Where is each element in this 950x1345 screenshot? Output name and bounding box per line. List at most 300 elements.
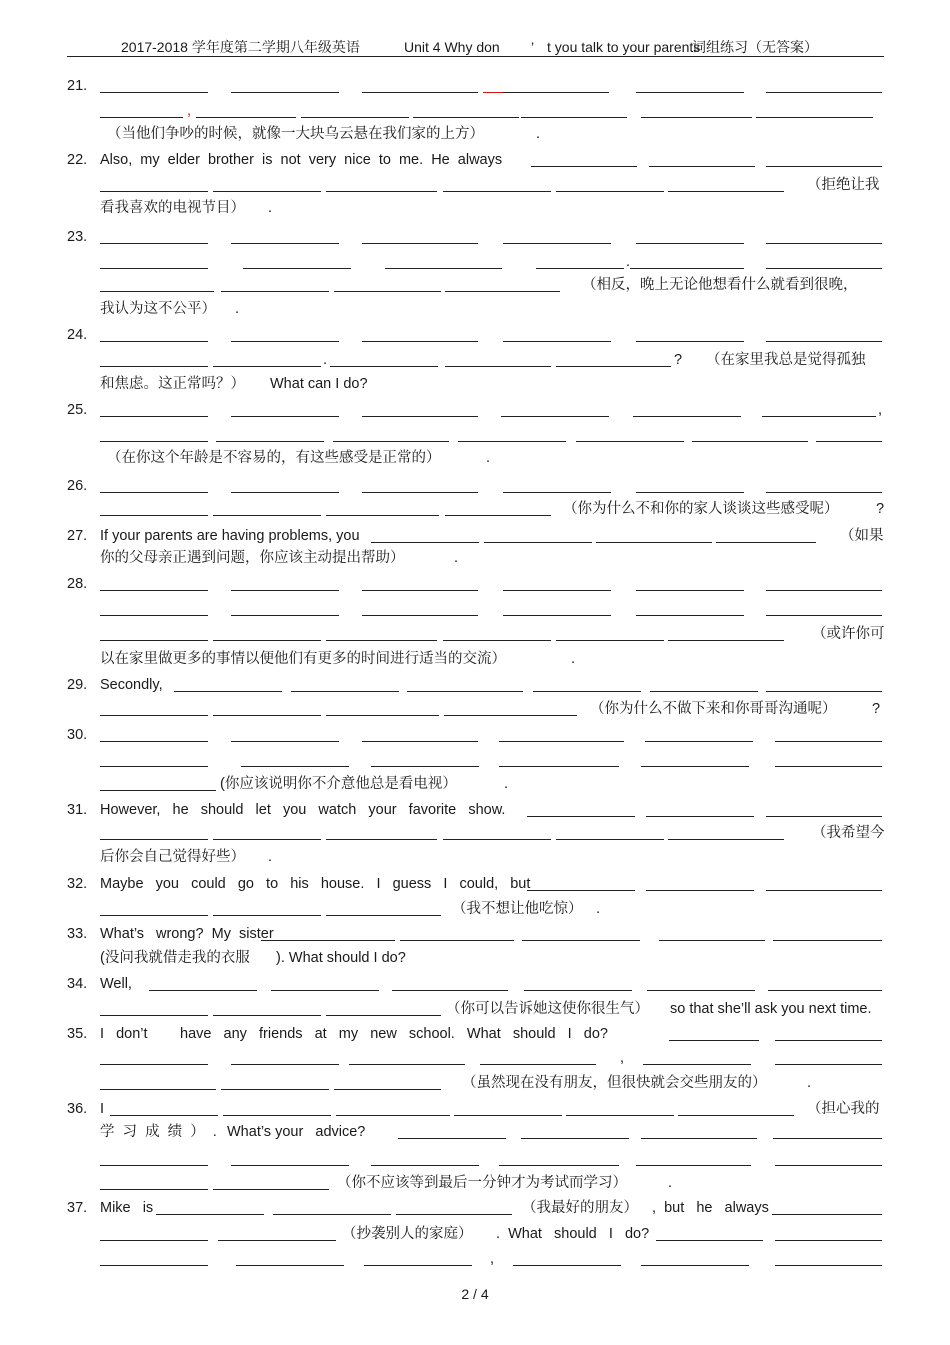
answer-blank[interactable] xyxy=(156,1214,264,1215)
answer-blank[interactable] xyxy=(398,1138,506,1139)
answer-blank[interactable] xyxy=(630,268,744,269)
answer-blank[interactable] xyxy=(213,915,321,916)
question-35-line-3 xyxy=(0,1073,950,1097)
answer-blank[interactable] xyxy=(371,1165,479,1166)
answer-blank[interactable] xyxy=(271,990,379,991)
answer-blank[interactable] xyxy=(231,341,339,342)
answer-blank[interactable] xyxy=(636,243,744,244)
question-text: However, he should let you watch your favorite show. xyxy=(100,802,506,818)
question-number: 37. xyxy=(67,1200,88,1216)
answer-blank[interactable] xyxy=(261,940,395,941)
answer-blank[interactable] xyxy=(636,1165,751,1166)
answer-blank[interactable] xyxy=(100,268,208,269)
header-subtitle: 词组练习（无答案） xyxy=(692,39,818,55)
answer-blank[interactable] xyxy=(766,691,882,692)
question-number: 25. xyxy=(67,402,88,418)
page-number: 2 / 4 xyxy=(461,1286,489,1302)
question-text: （抄袭别人的家庭） xyxy=(342,1226,473,1242)
answer-blank[interactable] xyxy=(766,243,882,244)
question-text: 以在家里做更多的事情以便他们有更多的时间进行适当的交流） xyxy=(100,651,506,667)
question-36-line-1 xyxy=(0,1099,950,1123)
question-23-line-3 xyxy=(0,275,950,299)
answer-blank[interactable] xyxy=(100,615,208,616)
answer-blank[interactable] xyxy=(100,416,208,417)
answer-blank[interactable] xyxy=(362,492,478,493)
answer-blank[interactable] xyxy=(100,492,208,493)
question-text: （虽然现在没有朋友，但很快就会交些朋友的） xyxy=(462,1075,767,1091)
answer-blank[interactable] xyxy=(223,1115,331,1116)
answer-blank[interactable] xyxy=(213,1189,329,1190)
question-text: , xyxy=(620,1050,625,1066)
answer-blank[interactable] xyxy=(501,92,609,93)
answer-blank[interactable] xyxy=(241,766,349,767)
question-text: （担心我的 xyxy=(807,1101,880,1117)
question-text: 学 习 成 绩 ） . xyxy=(100,1124,217,1140)
question-22-line-2 xyxy=(0,175,950,199)
question-23-line-4 xyxy=(0,299,950,323)
question-text: （你不应该等到最后一分钟才为考试而学习） xyxy=(337,1175,627,1191)
question-text: （你为什么不做下来和你哥哥沟通呢） xyxy=(590,701,837,717)
answer-blank[interactable] xyxy=(100,715,208,716)
question-24-line-2 xyxy=(0,350,950,374)
answer-blank[interactable] xyxy=(775,1240,882,1241)
question-text: What can I do? xyxy=(270,376,368,392)
answer-blank[interactable] xyxy=(100,790,216,791)
answer-blank[interactable] xyxy=(641,1138,757,1139)
question-25-line-1 xyxy=(0,400,950,424)
answer-blank[interactable] xyxy=(100,191,208,192)
answer-blank[interactable] xyxy=(445,291,560,292)
question-21-line-2 xyxy=(0,101,950,125)
question-text: . xyxy=(504,776,509,792)
answer-blank[interactable] xyxy=(454,1115,562,1116)
answer-blank[interactable] xyxy=(775,1165,882,1166)
question-25-line-3 xyxy=(0,448,950,472)
question-36-line-4 xyxy=(0,1173,950,1197)
answer-blank[interactable] xyxy=(326,715,439,716)
answer-blank[interactable] xyxy=(649,166,755,167)
answer-blank[interactable] xyxy=(413,117,519,118)
question-text: （在你这个年龄是不容易的，有这些感受是正常的） xyxy=(107,450,441,466)
question-28-line-2 xyxy=(0,599,950,623)
answer-blank-marked[interactable] xyxy=(483,92,503,93)
question-34-line-1 xyxy=(0,974,950,998)
question-text: . What should I do? xyxy=(496,1226,650,1242)
answer-blank[interactable] xyxy=(480,1064,596,1065)
answer-blank[interactable] xyxy=(503,341,611,342)
answer-blank[interactable] xyxy=(766,166,882,167)
answer-blank[interactable] xyxy=(213,715,321,716)
answer-blank[interactable] xyxy=(100,1189,208,1190)
answer-blank[interactable] xyxy=(499,1165,619,1166)
answer-blank[interactable] xyxy=(100,1015,208,1016)
question-number: 22. xyxy=(67,152,88,168)
question-text: Also, my elder brother is not very nice to me. He always xyxy=(100,152,503,168)
question-text: . xyxy=(668,1175,673,1191)
answer-blank[interactable] xyxy=(362,92,478,93)
question-text: Well, xyxy=(100,976,132,992)
question-text: （当他们争吵的时候，就像一大块乌云悬在我们家的上方） xyxy=(107,126,484,142)
question-number: 29. xyxy=(67,677,88,693)
answer-blank[interactable] xyxy=(576,441,684,442)
answer-blank[interactable] xyxy=(100,341,208,342)
answer-blank[interactable] xyxy=(100,515,208,516)
answer-blank[interactable] xyxy=(773,1138,882,1139)
answer-blank[interactable] xyxy=(326,515,439,516)
question-text: 你的父母亲正遇到问题，你应该主动提出帮助） xyxy=(100,550,405,566)
question-36-line-3 xyxy=(0,1149,950,1173)
question-26-line-1 xyxy=(0,476,950,500)
question-text: 后你会自己觉得好些） xyxy=(100,849,245,865)
answer-blank[interactable] xyxy=(756,117,873,118)
answer-blank[interactable] xyxy=(650,691,758,692)
answer-blank[interactable] xyxy=(231,615,339,616)
question-text: （或许你可 xyxy=(812,626,885,642)
answer-blank[interactable] xyxy=(766,268,882,269)
question-text: , xyxy=(187,103,192,119)
answer-blank[interactable] xyxy=(521,1138,629,1139)
answer-blank[interactable] xyxy=(231,1064,339,1065)
answer-blank[interactable] xyxy=(668,640,784,641)
question-text: ). What should I do? xyxy=(276,950,406,966)
answer-blank[interactable] xyxy=(643,1064,751,1065)
question-text: If your parents are having problems, you xyxy=(100,528,360,544)
answer-blank[interactable] xyxy=(231,492,339,493)
header-apostrophe: ’ xyxy=(531,39,535,55)
answer-blank[interactable] xyxy=(636,492,744,493)
answer-blank[interactable] xyxy=(641,117,752,118)
answer-blank[interactable] xyxy=(556,839,664,840)
question-number: 35. xyxy=(67,1026,88,1042)
answer-blank[interactable] xyxy=(775,1064,882,1065)
answer-blank[interactable] xyxy=(334,291,441,292)
answer-blank[interactable] xyxy=(656,1240,763,1241)
answer-blank[interactable] xyxy=(444,715,577,716)
answer-blank[interactable] xyxy=(766,492,882,493)
answer-blank[interactable] xyxy=(527,890,635,891)
question-text: Maybe you could go to his house. I guess I could, but xyxy=(100,876,531,892)
answer-blank[interactable] xyxy=(231,741,339,742)
answer-blank[interactable] xyxy=(231,1165,349,1166)
answer-blank[interactable] xyxy=(556,366,671,367)
answer-blank[interactable] xyxy=(503,615,611,616)
answer-blank[interactable] xyxy=(221,1089,329,1090)
answer-blank[interactable] xyxy=(527,816,635,817)
question-29-line-2 xyxy=(0,699,950,723)
answer-blank[interactable] xyxy=(445,515,551,516)
answer-blank[interactable] xyxy=(499,766,619,767)
answer-blank[interactable] xyxy=(533,691,641,692)
answer-blank[interactable] xyxy=(216,441,324,442)
question-text: （相反，晚上无论他想看什么就看到很晚， xyxy=(582,277,858,293)
question-text: （你可以告诉她这使你很生气） xyxy=(446,1001,649,1017)
question-23-line-2 xyxy=(0,252,950,276)
answer-blank[interactable] xyxy=(647,990,755,991)
answer-blank[interactable] xyxy=(443,640,551,641)
answer-blank[interactable] xyxy=(100,590,208,591)
answer-blank[interactable] xyxy=(326,1015,441,1016)
answer-blank[interactable] xyxy=(531,166,637,167)
answer-blank[interactable] xyxy=(100,441,208,442)
answer-blank[interactable] xyxy=(768,990,882,991)
answer-blank[interactable] xyxy=(503,243,611,244)
question-24-line-1 xyxy=(0,325,950,349)
answer-blank[interactable] xyxy=(513,1265,621,1266)
question-number: 36. xyxy=(67,1101,88,1117)
answer-blank[interactable] xyxy=(291,691,399,692)
answer-blank[interactable] xyxy=(407,691,523,692)
question-32-line-2 xyxy=(0,899,950,923)
answer-blank[interactable] xyxy=(762,416,876,417)
question-number: 21. xyxy=(67,78,88,94)
question-text: I don’t xyxy=(100,1026,148,1042)
answer-blank[interactable] xyxy=(231,243,339,244)
answer-blank[interactable] xyxy=(566,1115,674,1116)
question-text: . xyxy=(571,651,576,667)
answer-blank[interactable] xyxy=(641,766,749,767)
answer-blank[interactable] xyxy=(362,341,478,342)
answer-blank[interactable] xyxy=(362,590,478,591)
answer-blank[interactable] xyxy=(499,741,624,742)
answer-blank[interactable] xyxy=(100,766,208,767)
answer-blank[interactable] xyxy=(641,1265,749,1266)
answer-blank[interactable] xyxy=(213,640,321,641)
answer-blank[interactable] xyxy=(773,940,882,941)
question-number: 27. xyxy=(67,528,88,544)
answer-blank[interactable] xyxy=(364,1265,472,1266)
question-31-line-1 xyxy=(0,800,950,824)
answer-blank[interactable] xyxy=(645,741,753,742)
answer-blank[interactable] xyxy=(243,268,351,269)
answer-blank[interactable] xyxy=(400,940,514,941)
question-text: I xyxy=(100,1101,105,1117)
header-title: 2017-2018 学年度第二学期八年级英语 xyxy=(121,39,360,55)
answer-blank[interactable] xyxy=(556,191,664,192)
question-text: 看我喜欢的电视节目） xyxy=(100,200,245,216)
question-number: 33. xyxy=(67,926,88,942)
answer-blank[interactable] xyxy=(484,542,592,543)
question-21-line-3 xyxy=(0,124,950,148)
answer-blank[interactable] xyxy=(100,741,208,742)
answer-blank[interactable] xyxy=(636,615,744,616)
answer-blank[interactable] xyxy=(371,542,479,543)
answer-blank[interactable] xyxy=(766,615,882,616)
question-text: ? xyxy=(876,501,885,517)
answer-blank[interactable] xyxy=(772,1214,882,1215)
question-text: (你应该说明你不介意他总是看电视） xyxy=(220,776,457,792)
answer-blank[interactable] xyxy=(766,890,882,891)
answer-blank[interactable] xyxy=(503,590,611,591)
answer-blank[interactable] xyxy=(521,117,627,118)
answer-blank[interactable] xyxy=(646,890,754,891)
question-33-line-2 xyxy=(0,948,950,972)
question-24-line-3 xyxy=(0,374,950,398)
answer-blank[interactable] xyxy=(503,492,611,493)
question-text: . xyxy=(323,352,328,368)
answer-blank[interactable] xyxy=(443,839,551,840)
question-text: . xyxy=(626,254,631,270)
answer-blank[interactable] xyxy=(100,839,208,840)
answer-blank[interactable] xyxy=(396,1214,512,1215)
answer-blank[interactable] xyxy=(330,366,438,367)
answer-blank[interactable] xyxy=(349,1064,465,1065)
question-text: , but he always xyxy=(652,1200,769,1216)
answer-blank[interactable] xyxy=(596,542,712,543)
answer-blank[interactable] xyxy=(775,766,882,767)
question-text: wrong? My sister xyxy=(156,926,274,942)
header-rule xyxy=(67,56,884,57)
question-text: . xyxy=(235,301,240,317)
answer-blank[interactable] xyxy=(213,515,321,516)
answer-blank[interactable] xyxy=(659,940,765,941)
answer-blank[interactable] xyxy=(678,1115,794,1116)
answer-blank[interactable] xyxy=(668,839,784,840)
answer-blank[interactable] xyxy=(100,1240,208,1241)
answer-blank[interactable] xyxy=(334,1089,441,1090)
question-text: so that she’ll ask you next time. xyxy=(670,1001,872,1017)
answer-blank[interactable] xyxy=(362,615,478,616)
question-text: , xyxy=(490,1251,495,1267)
answer-blank[interactable] xyxy=(636,341,744,342)
question-text: have any friends at my new school. What should I do? xyxy=(180,1026,608,1042)
question-37-line-1 xyxy=(0,1198,950,1222)
answer-blank[interactable] xyxy=(100,291,214,292)
answer-blank[interactable] xyxy=(458,441,566,442)
question-text: （在家里我总是觉得孤独 xyxy=(706,352,866,368)
answer-blank[interactable] xyxy=(218,1240,336,1241)
answer-blank[interactable] xyxy=(100,640,208,641)
answer-blank[interactable] xyxy=(100,1265,208,1266)
answer-blank[interactable] xyxy=(100,243,208,244)
answer-blank[interactable] xyxy=(669,1040,759,1041)
answer-blank[interactable] xyxy=(326,915,441,916)
answer-blank[interactable] xyxy=(524,990,632,991)
answer-blank[interactable] xyxy=(443,191,551,192)
question-text: . xyxy=(536,126,541,142)
answer-blank[interactable] xyxy=(816,441,882,442)
answer-blank[interactable] xyxy=(100,117,183,118)
question-text: （我希望今 xyxy=(812,825,885,841)
question-37-line-2 xyxy=(0,1224,950,1248)
answer-blank[interactable] xyxy=(362,416,478,417)
question-27-line-2 xyxy=(0,548,950,572)
answer-blank[interactable] xyxy=(196,117,296,118)
header-unit-rest: t you talk to your parents xyxy=(547,39,701,55)
answer-blank[interactable] xyxy=(385,268,502,269)
answer-blank[interactable] xyxy=(213,191,321,192)
answer-blank[interactable] xyxy=(556,640,664,641)
question-26-line-2 xyxy=(0,499,950,523)
answer-blank[interactable] xyxy=(326,191,437,192)
question-text: . xyxy=(596,901,601,917)
answer-blank[interactable] xyxy=(100,915,208,916)
answer-blank[interactable] xyxy=(213,1015,321,1016)
question-number: 23. xyxy=(67,229,88,245)
question-32-line-1 xyxy=(0,874,950,898)
answer-blank[interactable] xyxy=(362,243,478,244)
answer-blank[interactable] xyxy=(149,990,257,991)
question-number: 32. xyxy=(67,876,88,892)
answer-blank[interactable] xyxy=(775,1265,882,1266)
question-text: What’s your advice? xyxy=(227,1124,366,1140)
answer-blank[interactable] xyxy=(221,291,329,292)
answer-blank[interactable] xyxy=(362,741,478,742)
question-31-line-3 xyxy=(0,847,950,871)
answer-blank[interactable] xyxy=(536,268,624,269)
question-text: ? xyxy=(872,701,881,717)
question-text: Mike is xyxy=(100,1200,154,1216)
answer-blank[interactable] xyxy=(633,416,741,417)
question-text: （你为什么不和你的家人谈谈这些感受呢） xyxy=(563,501,839,517)
answer-blank[interactable] xyxy=(236,1265,344,1266)
answer-blank[interactable] xyxy=(333,441,449,442)
answer-blank[interactable] xyxy=(100,1165,208,1166)
question-22-line-1 xyxy=(0,150,950,174)
answer-blank[interactable] xyxy=(646,816,754,817)
question-number: 28. xyxy=(67,576,88,592)
answer-blank[interactable] xyxy=(326,640,437,641)
answer-blank[interactable] xyxy=(174,691,282,692)
question-36-line-2 xyxy=(0,1122,950,1146)
answer-blank[interactable] xyxy=(668,191,784,192)
answer-blank[interactable] xyxy=(231,92,339,93)
question-23-line-1 xyxy=(0,227,950,251)
answer-blank[interactable] xyxy=(273,1214,391,1215)
question-text: 我认为这不公平） xyxy=(100,301,216,317)
answer-blank[interactable] xyxy=(213,366,321,367)
page-header xyxy=(0,38,950,56)
answer-blank[interactable] xyxy=(100,366,208,367)
question-text: . xyxy=(268,200,273,216)
answer-blank[interactable] xyxy=(336,1115,450,1116)
answer-blank[interactable] xyxy=(692,441,808,442)
answer-blank[interactable] xyxy=(392,990,508,991)
question-text: , xyxy=(878,402,883,418)
answer-blank[interactable] xyxy=(231,416,339,417)
answer-blank[interactable] xyxy=(231,590,339,591)
question-28-line-4 xyxy=(0,649,950,673)
question-28-line-1 xyxy=(0,574,950,598)
answer-blank[interactable] xyxy=(636,590,744,591)
answer-blank[interactable] xyxy=(326,839,437,840)
answer-blank[interactable] xyxy=(445,366,551,367)
answer-blank[interactable] xyxy=(501,416,609,417)
answer-blank[interactable] xyxy=(766,92,882,93)
answer-blank[interactable] xyxy=(775,1040,882,1041)
answer-blank[interactable] xyxy=(371,766,479,767)
header-unit: Unit 4 Why don xyxy=(404,39,500,55)
question-text: （我最好的朋友） xyxy=(522,1200,638,1216)
answer-blank[interactable] xyxy=(213,839,321,840)
answer-blank[interactable] xyxy=(716,542,816,543)
question-22-line-3 xyxy=(0,198,950,222)
answer-blank[interactable] xyxy=(301,117,409,118)
answer-blank[interactable] xyxy=(636,92,744,93)
answer-blank[interactable] xyxy=(100,1089,216,1090)
answer-blank[interactable] xyxy=(766,341,882,342)
answer-blank[interactable] xyxy=(766,590,882,591)
answer-blank[interactable] xyxy=(522,940,640,941)
question-text: （拒绝让我 xyxy=(807,177,880,193)
question-30-line-3 xyxy=(0,774,950,798)
question-37-line-3 xyxy=(0,1249,950,1273)
answer-blank[interactable] xyxy=(100,1064,208,1065)
answer-blank[interactable] xyxy=(775,741,882,742)
question-text: （我不想让他吃惊） xyxy=(452,901,583,917)
answer-blank[interactable] xyxy=(766,816,882,817)
answer-blank[interactable] xyxy=(110,1115,218,1116)
answer-blank[interactable] xyxy=(100,92,208,93)
